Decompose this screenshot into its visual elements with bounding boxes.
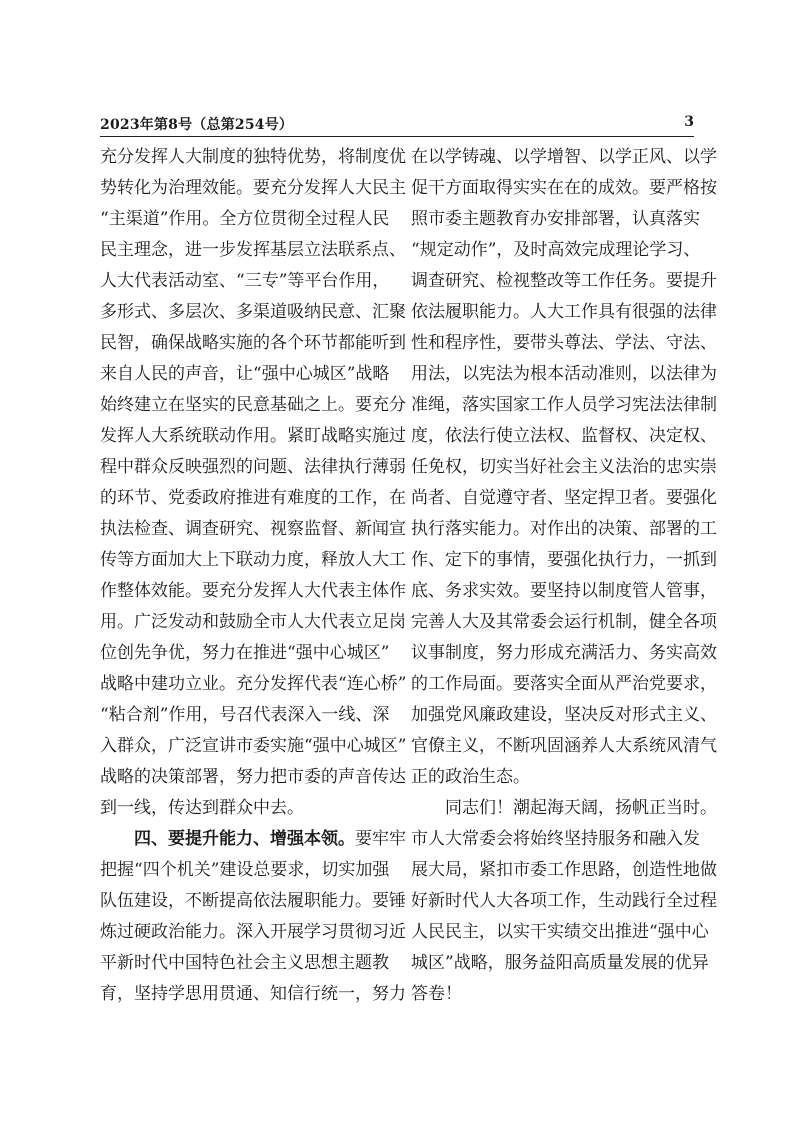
text-line: 民智，确保战略实施的各个环节都能听到 [100, 333, 406, 353]
text-line: 执法检查、调查研究、视察监督、新闻宣 [100, 519, 406, 539]
text-line: 执行落实能力。对作出的决策、部署的工 [411, 519, 717, 539]
text-line: 人大代表活动室、“三专”等平台作用， [100, 271, 390, 291]
text-line: 在以学铸魂、以学增智、以学正风、以学 [411, 147, 717, 167]
text-line: 程中群众反映强烈的问题、法律执行薄弱 [100, 457, 406, 477]
text-line: 照市委主题教育办安排部署，认真落实 [411, 209, 700, 229]
section-heading: 四、要提升能力、增强本领。 [134, 829, 355, 849]
text-line: 势转化为治理效能。要充分发挥人大民主 [100, 178, 406, 198]
text-line: 队伍建设，不断提高依法履职能力。要锤 [100, 891, 406, 911]
text-line: 准绳，落实国家工作人员学习宪法法律制 [411, 395, 717, 415]
text-line: 充分发挥人大制度的独特优势，将制度优 [100, 147, 406, 167]
text-line: 促干方面取得实实在在的成效。要严格按 [411, 178, 717, 198]
text-line: 的环节、党委政府推进有难度的工作，在 [100, 488, 406, 508]
text-line: 加强党风廉政建设，坚决反对形式主义、 [411, 705, 717, 725]
text-line: “粘合剂”作用，号召代表深入一线、深 [100, 705, 390, 725]
text-line: 任免权，切实当好社会主义法治的忠实崇 [411, 457, 717, 477]
text-line: 人民民主，以实干实绩交出推进“强中心 [411, 922, 709, 942]
text-line: 城区”战略，服务益阳高质量发展的优异 [411, 953, 709, 973]
left-column [100, 142, 407, 1010]
text-line: “主渠道”作用。全方位贯彻全过程人民 [100, 209, 390, 229]
text-line: 用法，以宪法为根本活动准则，以法律为 [411, 364, 717, 384]
text-line: 来自人民的声音，让“强中心城区”战略 [100, 364, 390, 384]
text-line: 作、定下的事情，要强化执行力，一抓到 [411, 550, 717, 570]
text-line: 底、务求实效。要坚持以制度管人管事， [411, 581, 717, 601]
text-line: 入群众，广泛宣讲市委实施“强中心城区” [100, 736, 407, 756]
text-line: 答卷！ [411, 984, 462, 1004]
text-line: 依法履职能力。人大工作具有很强的法律 [411, 302, 717, 322]
text-line: 育，坚持学思用贯通、知信行统一，努力 [100, 984, 406, 1004]
text-line: 炼过硬政治能力。深入开展学习贯彻习近 [100, 922, 406, 942]
right-column [411, 142, 717, 1010]
text-line: 的工作局面。要落实全面从严治党要求， [411, 674, 717, 694]
section-heading-rest: 要牢牢 [355, 829, 406, 849]
text-line: 调查研究、检视整改等工作任务。要提升 [411, 271, 717, 291]
section-heading-line [100, 824, 406, 855]
text-line: 始终建立在坚实的民意基础之上。要充分 [100, 395, 406, 415]
text-line: 作整体效能。要充分发挥人大代表主体作 [100, 581, 406, 601]
text-line: 完善人大及其常委会运行机制，健全各项 [411, 612, 717, 632]
text-line: 用。广泛发动和鼓励全市人大代表立足岗 [100, 612, 406, 632]
text-line: 位创先争优，努力在推进“强中心城区” [100, 643, 390, 663]
text-line: 好新时代人大各项工作，生动践行全过程 [411, 891, 717, 911]
issue-label: 2023年第8号（总第254号） [100, 117, 294, 133]
text-line: 展大局，紧扣市委工作思路，创造性地做 [411, 860, 717, 880]
text-line: 官僚主义，不断巩固涵养人大系统风清气 [411, 736, 717, 756]
text-line: 战略中建功立业。充分发挥代表“连心桥” [100, 674, 407, 694]
text-line: 传等方面加大上下联动力度，释放人大工 [100, 550, 406, 570]
text-line: “规定动作”，及时高效完成理论学习、 [411, 240, 701, 260]
text-line: 正的政治生态。 [411, 767, 530, 787]
closing-first-line: 同志们！潮起海天阔，扬帆正当时。 [445, 798, 717, 818]
text-line: 民主理念，进一步发挥基层立法联系点、 [100, 240, 406, 260]
text-line: 性和程序性，要带头尊法、学法、守法、 [411, 333, 717, 353]
page-header [100, 112, 694, 137]
text-line: 战略的决策部署，努力把市委的声音传达 [100, 767, 406, 787]
text-line: 议事制度，努力形成充满活力、务实高效 [411, 643, 717, 663]
text-line: 度，依法行使立法权、监督权、决定权、 [411, 426, 717, 446]
text-line: 市人大常委会将始终坚持服务和融入发 [411, 829, 700, 849]
text-line: 把握“四个机关”建设总要求，切实加强 [100, 860, 390, 880]
text-line: 发挥人大系统联动作用。紧盯战略实施过 [100, 426, 406, 446]
text-line: 平新时代中国特色社会主义思想主题教 [100, 953, 389, 973]
text-line: 多形式、多层次、多渠道吸纳民意、汇聚 [100, 302, 406, 322]
text-line: 尚者、自觉遵守者、坚定捍卫者。要强化 [411, 488, 717, 508]
page-number: 3 [684, 114, 694, 130]
text-line: 到一线，传达到群众中去。 [100, 798, 304, 818]
